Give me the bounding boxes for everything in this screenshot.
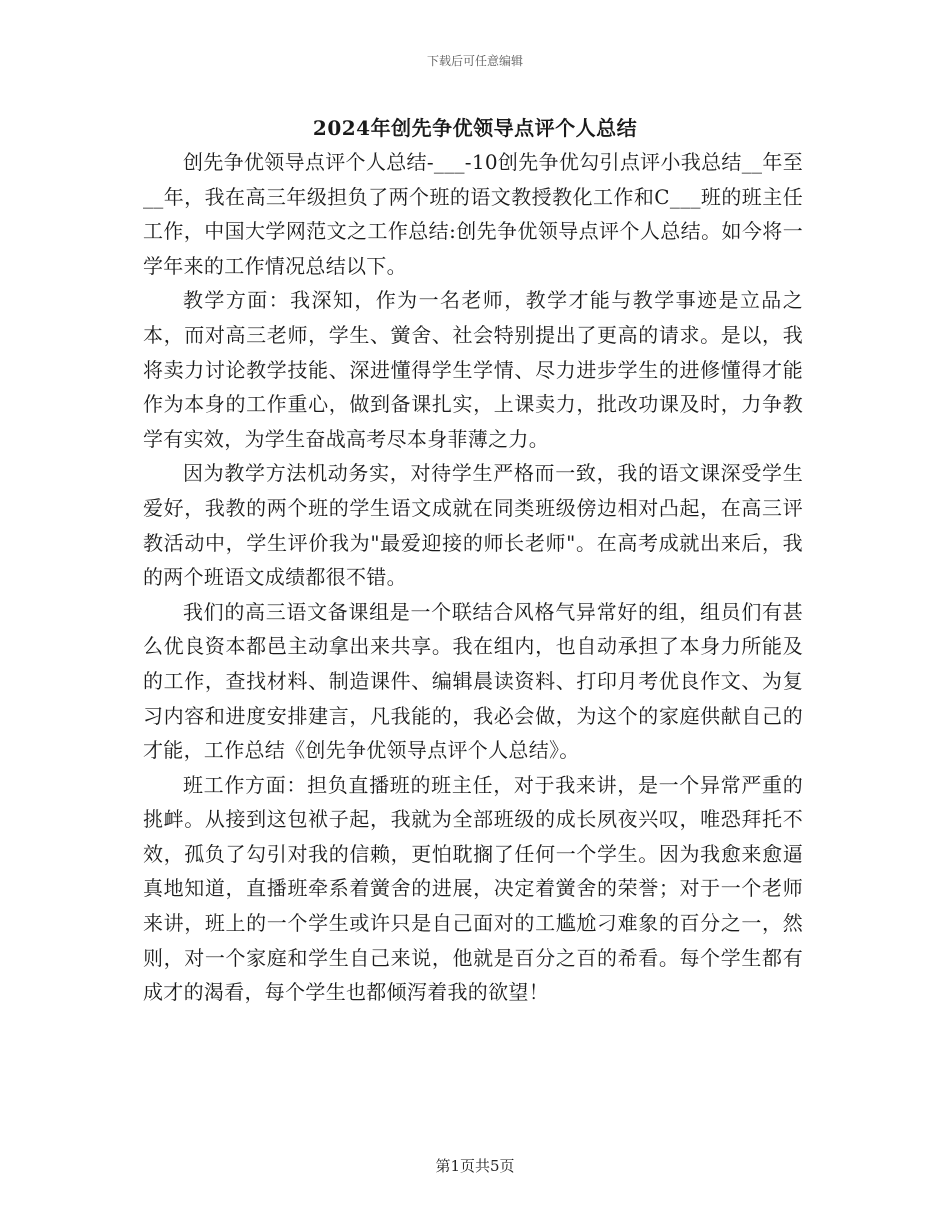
page-header-note: 下载后可任意编辑 — [426, 54, 523, 68]
body-paragraph: 创先争优领导点评个人总结-___-10创先争优勾引点评小我总结__年至__年，我在高三年级担负了两个班的语文教授教化工作和C___班的班主任工作，中国大学网范文之工作总结:创先争优领导点评个人总结。如今将一学年来的工作情况总结以下。 — [143, 150, 803, 278]
body-paragraph: 班工作方面：担负直播班的班主任，对于我来讲，是一个异常严重的挑衅。从接到这包袱子起，我就为全部班级的成长夙夜兴叹，唯恐拜托不效，孤负了勾引对我的信赖，更怕耽搁了任何一个学生。因为我愈来愈逼真地知道，直播班牵系着黉舍的进展，决定着黉舍的荣誉；对于一个老师来讲，班上的一个学生或许只是自己面对的工尴尬刁难象的百分之一，然则，对一个家庭和学生自己来说，他就是百分之百的希看。每个学生都有成才的渴看，每个学生也都倾泻着我的欲望！ — [143, 772, 803, 1005]
body-paragraph: 教学方面：我深知，作为一名老师，教学才能与教学事迹是立品之本，而对高三老师，学生、黉舍、社会特别提出了更高的请求。是以，我将卖力讨论教学技能、深进懂得学生学情、尽力进步学生的进修懂得才能作为本身的工作重心，做到备课扎实，上课卖力，批改功课及时，力争教学有实效，为学生奋战高考尽本身菲薄之力。 — [143, 288, 803, 451]
document-title: 2024年创先争优领导点评个人总结 — [312, 116, 638, 140]
body-paragraph: 因为教学方法机动务实，对待学生严格而一致，我的语文课深受学生爱好，我教的两个班的学生语文成就在同类班级傍边相对凸起，在高三评教活动中，学生评价我为"最爱迎接的师长老师"。在高考成就出来后，我的两个班语文成绩都很不错。 — [143, 461, 803, 590]
body-paragraph: 我们的高三语文备课组是一个联结合风格气异常好的组，组员们有甚么优良资本都邑主动拿出来共享。我在组内，也自动承担了本身力所能及的工作，查找材料、制造课件、编辑晨读资料、打印月考优良作文、为复习内容和进度安排建言，凡我能的，我必会做，为这个的家庭供献自己的才能，工作总结《创先争优领导点评个人总结》。 — [143, 599, 803, 763]
document-body — [143, 145, 803, 1010]
page-number-footer: 第1页共5页 — [435, 1157, 515, 1175]
